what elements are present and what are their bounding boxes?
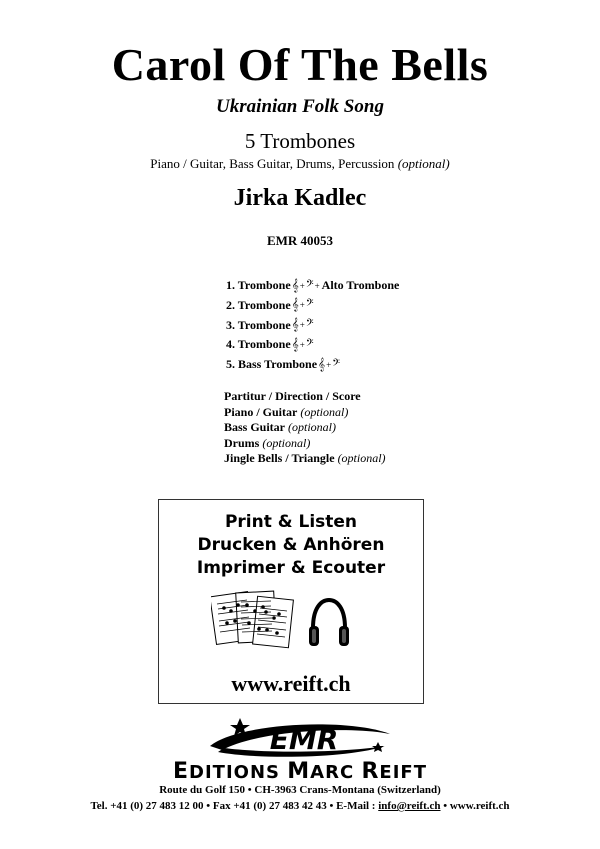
publisher-name-part: EIFT [379, 762, 427, 783]
publisher-name-part: DITIONS [189, 762, 288, 783]
part-label: 1. Trombone [226, 278, 291, 292]
plus-sign: + [299, 339, 305, 350]
publisher-name-initial: E [173, 759, 190, 784]
clef-icons [292, 335, 314, 356]
publisher-name-initial: R [361, 759, 380, 784]
material-note: (optional) [300, 404, 349, 419]
materials-list [224, 389, 386, 467]
part-label: 5. Bass Trombone [226, 357, 318, 372]
email-link[interactable]: info@reift.ch [378, 800, 441, 812]
part-row [226, 316, 399, 336]
catalog-number: EMR 40053 [266, 233, 334, 248]
accompaniment [0, 156, 600, 172]
clef-icons [292, 315, 314, 336]
treble-clef-icon: 𝄞 [291, 336, 299, 351]
composer: Jirka Kadlec [233, 185, 367, 211]
material-item [224, 389, 386, 405]
material-item [224, 451, 386, 467]
plus-sign: + [299, 300, 305, 311]
plus-sign: + [299, 280, 305, 291]
parts-list [226, 276, 399, 375]
headphones-icon [307, 596, 351, 650]
material-item [224, 405, 386, 421]
part-label: 4. Trombone [226, 337, 291, 352]
material-item [224, 436, 386, 452]
emr-logo-text: EMR [269, 723, 339, 756]
plus-sign: + [314, 280, 320, 291]
promo-line-german: Drucken & Anhören [197, 535, 385, 555]
contact-phone-fax: Tel. +41 (0) 27 483 12 00 • Fax +41 (0) 27 483 42 43 • E-Mail : [90, 800, 379, 812]
bass-clef-icon: 𝄢 [332, 356, 340, 371]
print-listen-box [158, 499, 424, 704]
promo-line-french: Imprimer & Ecouter [196, 558, 386, 578]
material-item [224, 420, 386, 436]
part-suffix: Alto Trombone [321, 278, 400, 292]
material-label: Jingle Bells / Triangle [224, 451, 335, 466]
publisher-name [0, 759, 600, 784]
part-row [226, 276, 399, 296]
treble-clef-icon: 𝄞 [291, 277, 299, 292]
material-note: (optional) [262, 435, 311, 450]
part-row [226, 296, 399, 316]
promo-url[interactable]: www.reift.ch [231, 671, 351, 696]
accompaniment-note: (optional) [397, 156, 450, 171]
part-row [226, 355, 399, 375]
treble-clef-icon: 𝄞 [318, 356, 326, 371]
bass-clef-icon: 𝄢 [305, 317, 314, 332]
part-label: 3. Trombone [226, 317, 291, 332]
plus-sign: + [299, 320, 305, 331]
material-label: Partitur / Direction / Score [224, 389, 361, 403]
treble-clef-icon: 𝄞 [291, 317, 299, 332]
publisher-contact [0, 799, 600, 814]
plus-sign: + [326, 359, 332, 370]
instrumentation: 5 Trombones [244, 129, 356, 153]
publisher-name-part: ARC [310, 762, 362, 783]
sheet-music-icon [211, 588, 295, 650]
bass-clef-icon: 𝄢 [305, 277, 314, 292]
material-label: Piano / Guitar [224, 404, 298, 419]
promo-line-english: Print & Listen [224, 512, 358, 532]
material-label: Drums [224, 435, 260, 450]
accompaniment-text: Piano / Guitar, Bass Guitar, Drums, Percussion [150, 156, 395, 171]
subtitle: Ukrainian Folk Song [216, 96, 384, 117]
publisher-address: Route du Golf 150 • CH-3963 Crans-Montana (Switzerland) [159, 784, 441, 796]
emr-logo [200, 716, 400, 760]
clef-icons [292, 295, 314, 316]
contact-website: • www.reift.ch [440, 800, 510, 812]
clef-icons [318, 355, 340, 376]
material-label: Bass Guitar [224, 420, 286, 435]
material-note: (optional) [288, 420, 337, 435]
part-row [226, 335, 399, 355]
clef-icons [292, 276, 321, 297]
page-title: Carol Of The Bells [111, 39, 489, 90]
bass-clef-icon: 𝄢 [305, 336, 314, 351]
material-note: (optional) [337, 451, 386, 466]
publisher-name-initial: M [287, 759, 311, 784]
treble-clef-icon: 𝄞 [291, 297, 299, 312]
part-label: 2. Trombone [226, 297, 291, 312]
bass-clef-icon: 𝄢 [305, 297, 314, 312]
